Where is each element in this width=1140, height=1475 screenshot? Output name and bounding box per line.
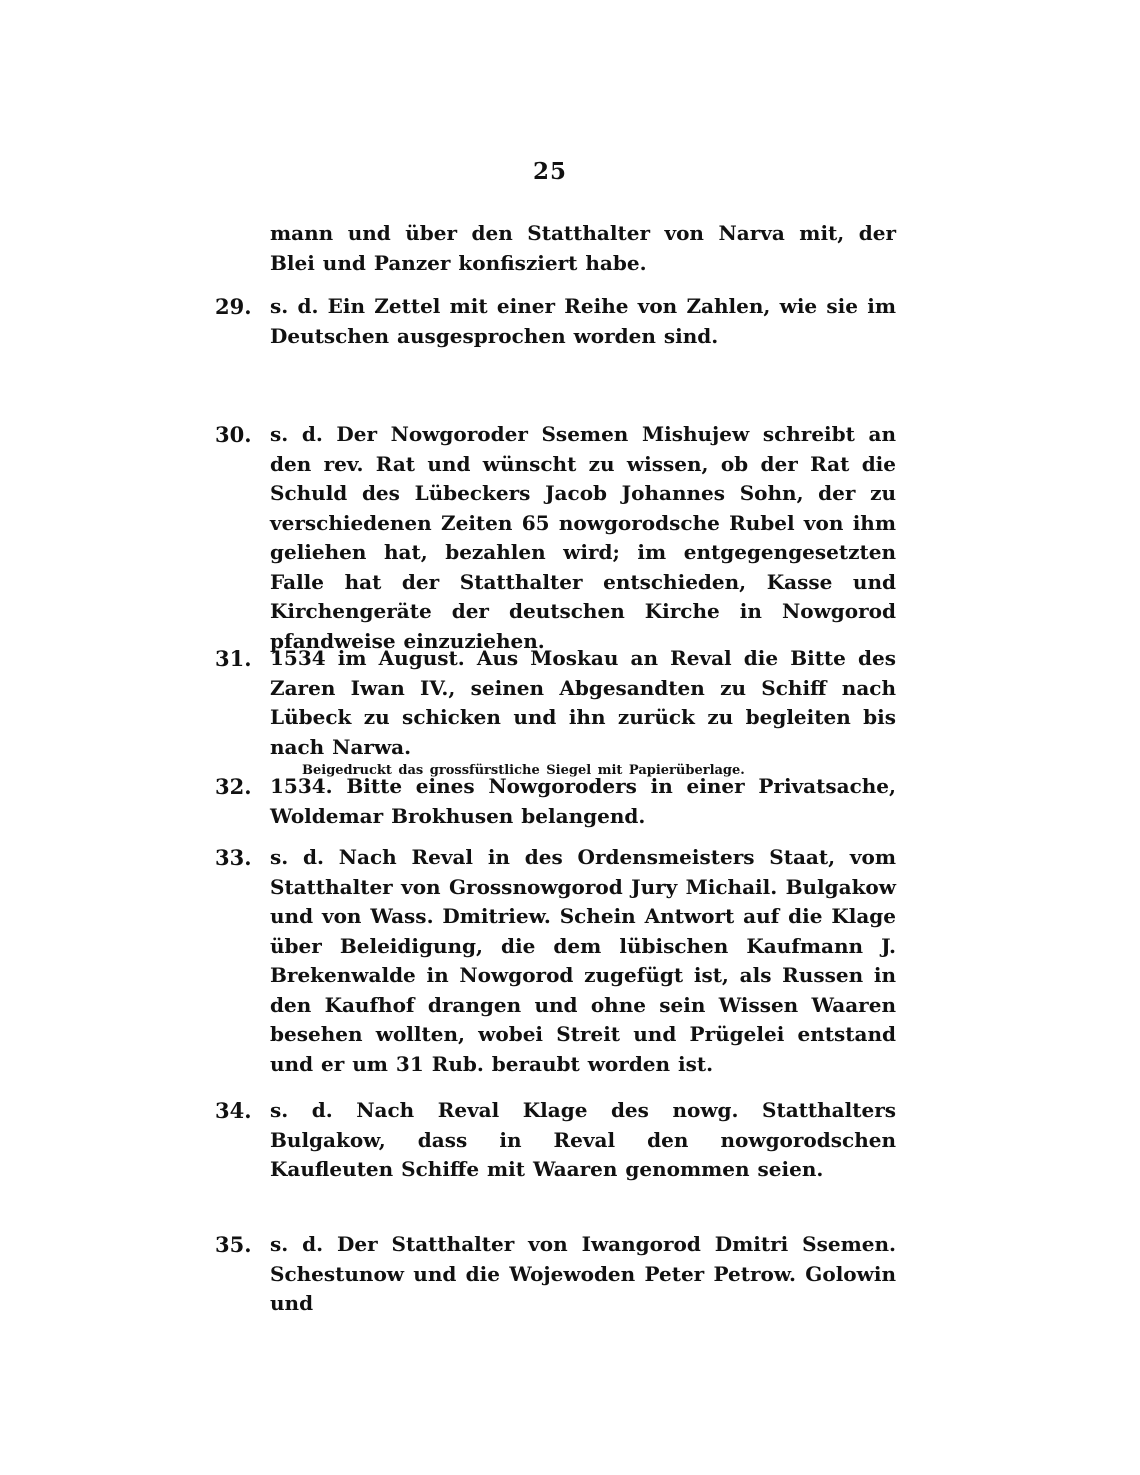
entry-text: 1534. Bitte eines Nowgoroders in einer Privatsache, Woldemar Brokhusen belangend. xyxy=(270,774,896,828)
entry-number: 35. xyxy=(215,1232,252,1257)
entry-text: s. d. Nach Reval in des Ordensmeisters Staat, vom Statthalter von Grossnowgorod Jury Michail. Bulgakow und von Wass. Dmitriew. Schein Antwort auf die Klage über Beleidigung, die dem lübischen Kaufmann J. Brekenwalde in Nowgorod zugefügt ist, als Russen in den Kaufhof drangen und ohne sein Wissen Waaren besehen wollten, wobei Streit und Prügelei entstand und er um 31 Rub. beraubt worden ist. xyxy=(270,845,896,1076)
entry-number: 29. xyxy=(215,294,252,319)
entry-number: 32. xyxy=(215,774,252,799)
entry-note: Beigedruckt das grossfürstliche Siegel mit Papierüberlage. xyxy=(302,763,745,778)
entry-number: 31. xyxy=(215,646,252,671)
entry-number: 30. xyxy=(215,422,252,447)
continuation-paragraph: mann und über den Statthalter von Narva mit, der Blei und Panzer konfisziert habe. xyxy=(270,221,896,275)
entry-text: s. d. Ein Zettel mit einer Reihe von Zahlen, wie sie im Deutschen ausgesprochen worden sind. xyxy=(270,294,896,348)
entry-number: 34. xyxy=(215,1098,252,1123)
entry-number: 33. xyxy=(215,845,252,870)
entry-text: s. d. Nach Reval Klage des nowg. Statthalters Bulgakow, dass in Reval den nowgorodschen Kaufleuten Schiffe mit Waaren genommen seien. xyxy=(270,1098,896,1181)
entry-text: s. d. Der Nowgoroder Ssemen Mishujew schreibt an den rev. Rat und wünscht zu wissen, ob der Rat die Schuld des Lübeckers Jacob Johannes Sohn, der zu verschiedenen Zeiten 65 nowgorodsche Rubel von ihm geliehen hat, bezahlen wird; im entgegengesetzten Falle hat der Statthalter entschieden, Kasse und Kirchengeräte der deutschen Kirche in Nowgorod pfandweise einzuziehen. xyxy=(270,422,896,653)
entry-text-container xyxy=(270,644,896,780)
page-number: 25 xyxy=(532,158,567,185)
entry-text: 1534 im August. Aus Moskau an Reval die Bitte des Zaren Iwan IV., seinen Abgesandten zu Schiff nach Lübeck zu schicken und ihn zurück zu begleiten bis nach Narwa. xyxy=(270,646,896,759)
entry-text: s. d. Der Statthalter von Iwangorod Dmitri Ssemen. Schestunow und die Wojewoden Peter Petrow. Golowin und xyxy=(270,1232,896,1315)
